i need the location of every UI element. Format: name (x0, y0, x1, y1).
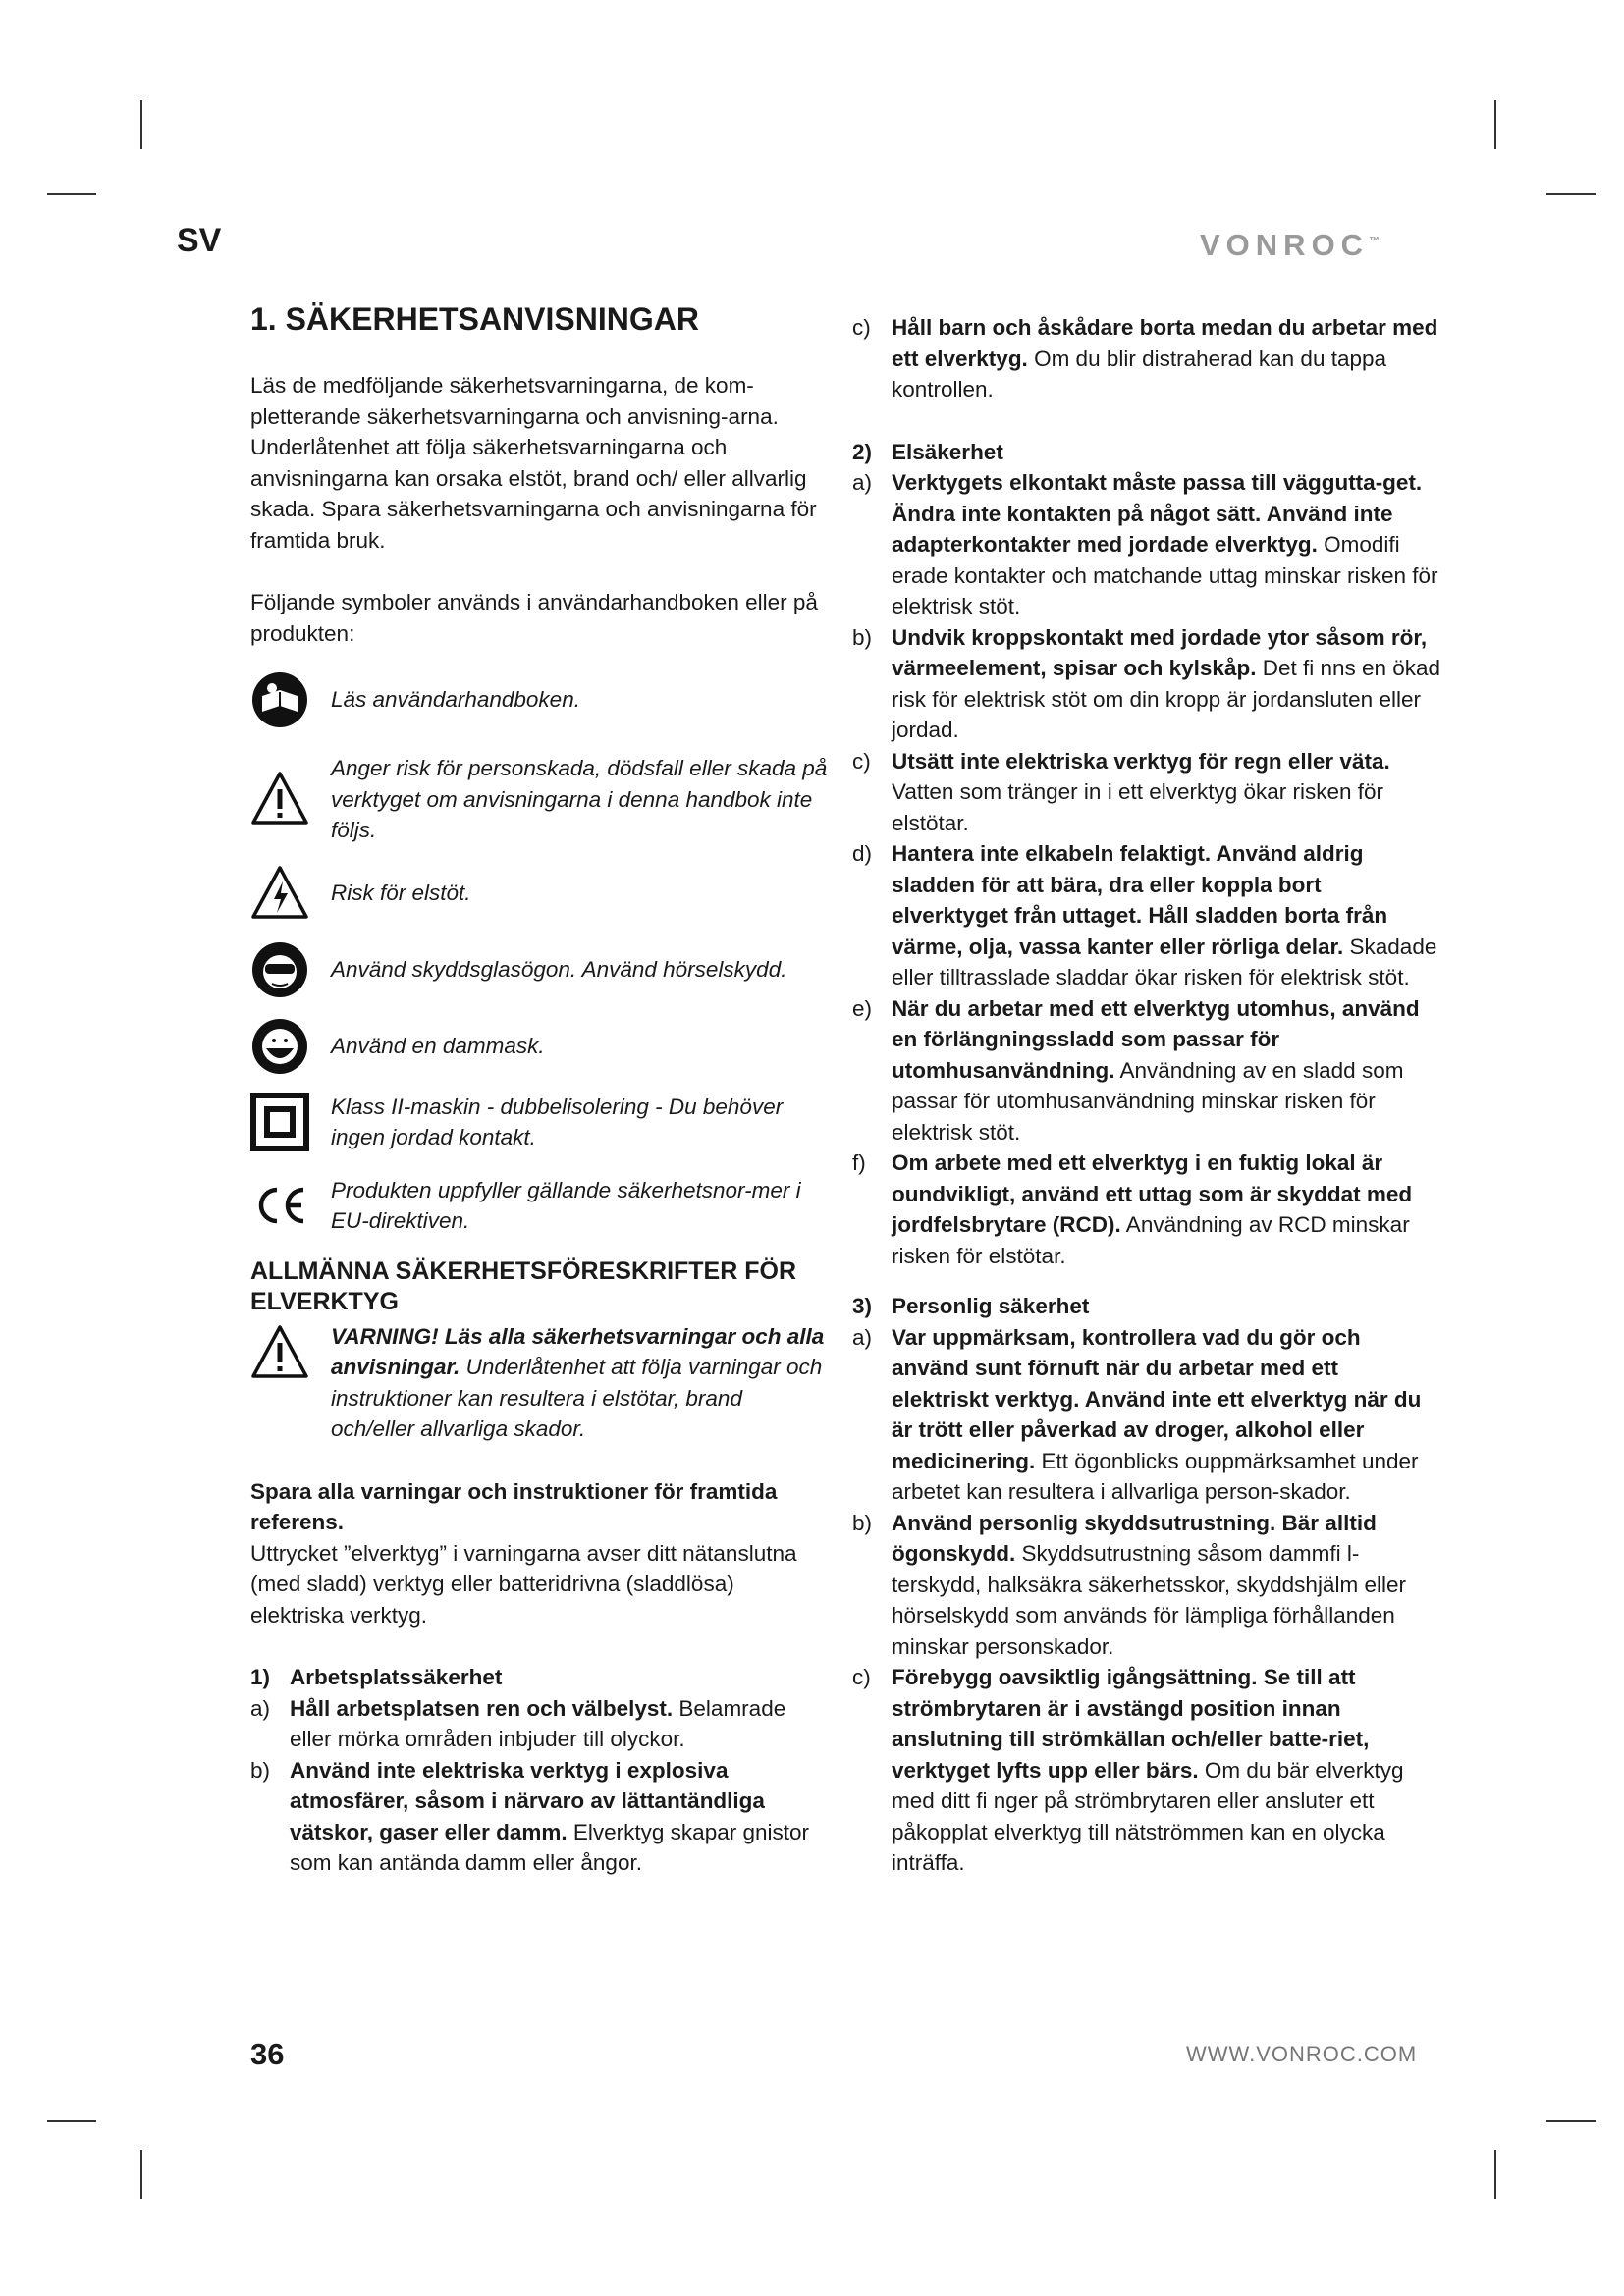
ce-mark-icon (250, 1176, 309, 1235)
list-item: a) Var uppmärksam, kontrollera vad du gör och använd sunt förnuft när du arbetar med ett elektriskt verktyg. Använd inte ett elverktyg när du är trött eller påverkad av droger, alkohol eller medicinering. Ett ögonblicks ouppmärksamhet under arbetet kan resultera i allvarliga person-skador. (852, 1324, 1422, 1504)
list-item: d) Hantera inte elkabeln felaktigt. Använd aldrig sladden för att bära, dra eller koppla bort elverktyget från uttaget. Håll sladden borta från värme, olja, vassa kanter eller rörliga delar. Skadade eller tilltrasslade sladdar ökar risken för elektrisk stöt. (852, 841, 1437, 989)
symbol-text: Risk för elstöt. (331, 880, 471, 905)
save-note-bold: Spara alla varningar och instruktioner för framtida referens. (250, 1478, 778, 1534)
symbol-text: Använd skyddsglasögon. Använd hörselskydd. (331, 956, 787, 982)
warning-bold: VARNING! Läs alla säkerhetsvarningar och alla anvisningar. (331, 1323, 825, 1379)
crop-mark (140, 100, 142, 149)
symbol-text: Klass II-maskin - dubbelisolering - Du behöver ingen jordad kontakt. (331, 1094, 784, 1149)
goggles-earmuffs-icon (250, 940, 309, 999)
dust-mask-icon (250, 1017, 309, 1076)
general-safety-heading: ALLMÄNNA SÄKERHETSFÖRESKRIFTER FÖR ELVERKTYG (250, 1256, 797, 1315)
symbol-row (250, 753, 830, 846)
list-item: f) Om arbete med ett elverktyg i en fuktig lokal är oundvikligt, använd ett uttag som är skyddat med jordfelsbrytare (RCD). Användning av RCD minskar risken för elstötar. (852, 1150, 1413, 1268)
left-column (250, 299, 830, 1879)
crop-mark (140, 2150, 142, 2199)
symbol-text: Läs användarhandboken. (331, 687, 580, 713)
symbol-row (250, 864, 830, 923)
list-item: c) Förebygg oavsiktlig igångsättning. Se till att strömbrytaren är i avstängd position innan anslutning till strömkällan och/eller batte-riet, verktyget lyfts upp eller bärs. Om du bär elverktyg med ditt fi nger på strömbrytaren eller ansluter ett påkopplat elverktyg till nätströmmen kan en olycka inträffa. (852, 1665, 1404, 1875)
class-ii-icon (250, 1093, 309, 1151)
symbol-row (250, 1017, 830, 1076)
crop-mark (1494, 2150, 1496, 2199)
symbol-row (250, 670, 830, 729)
page-title: 1. SÄKERHETSANVISNINGAR (250, 301, 699, 337)
section-heading: 3) Personlig säkerhet (852, 1294, 1090, 1318)
electric-shock-icon (250, 864, 309, 923)
section-heading: 1) Arbetsplatssäkerhet (250, 1665, 503, 1689)
crop-mark (1494, 100, 1496, 149)
symbol-text: Använd en dammask. (331, 1033, 545, 1058)
crop-mark (1546, 193, 1596, 195)
symbol-text: Produkten uppfyller gällande säkerhetsnor-mer i EU-direktiven. (331, 1177, 801, 1233)
symbol-row (250, 940, 830, 999)
section-heading: 2) Elsäkerhet (852, 439, 1003, 464)
crop-mark (47, 2120, 96, 2122)
save-note-text: Uttrycket ”elverktyg” i varningarna avser ditt nätanslutna (med sladd) verktyg eller batteridrivna (sladdlösa) elektriska verktyg. (250, 1540, 797, 1628)
warning-triangle-icon (250, 1323, 309, 1382)
language-code: SV (177, 222, 222, 259)
list-item: a) Håll arbetsplatsen ren och välbelyst. Belamrade eller mörka områden inbjuder till olyckor. (250, 1695, 786, 1751)
warning-block (250, 1321, 830, 1445)
page-number: 36 (250, 2037, 285, 2071)
warning-triangle-icon (250, 770, 309, 828)
symbol-row (250, 1175, 830, 1237)
warning-text: Underlåtenhet att följa varningar och instruktioner kan resultera i elstötar, brand och/eller allvarliga skador. (331, 1355, 823, 1441)
list-item: a) Verktygets elkontakt måste passa till väggutta-get. Ändra inte kontakten på något sätt. Använd inte adapterkontakter med jordade elverktyg. Omodifi erade kontakter och matchande uttag minskar risken för elektrisk stöt. (852, 470, 1438, 618)
list-item: b) Undvik kroppskontakt med jordade ytor såsom rör, värmeelement, spisar och kylskåp. Det fi nns en ökad risk för elektrisk stöt om din kropp är jordansluten eller jordad. (852, 624, 1441, 742)
symbol-text: Anger risk för personskada, dödsfall eller skada på verktyget om anvisningarna i denna handbok inte följs. (331, 756, 828, 842)
website-url[interactable]: WWW.VONROC.COM (1186, 2042, 1418, 2066)
list-item: c) Håll barn och åskådare borta medan du arbetar med ett elverktyg. Om du blir distraherad kan du tappa kontrollen. (852, 315, 1438, 401)
intro-paragraph: Läs de medföljande säkerhetsvarningarna, de kom-pletterande säkerhetsvarningarna och anvisning-arna. Underlåtenhet att följa säkerhetsvarningarna och anvisningarna kan orsaka elstöt, brand och/ eller allvarlig skada. Spara säkerhetsvarningarna och anvisningarna för framtida bruk. (250, 373, 817, 553)
right-column (852, 312, 1441, 1879)
brand-logo: VONROC™ (1200, 228, 1380, 262)
list-item: c) Utsätt inte elektriska verktyg för regn eller väta. Vatten som tränger in i ett elverktyg ökar risken för elstötar. (852, 748, 1390, 835)
crop-mark (47, 193, 96, 195)
symbols-intro: Följande symboler används i användarhandboken eller på produkten: (250, 590, 818, 646)
crop-mark (1546, 2120, 1596, 2122)
list-item: e) När du arbetar med ett elverktyg utomhus, använd en förlängningssladd som passar för utomhusanvändning. Användning av en sladd som passar för utomhusanvändning minskar risken för elektrisk stöt. (852, 995, 1420, 1145)
read-manual-icon (250, 670, 309, 729)
list-item: b) Använd personlig skyddsutrustning. Bär alltid ögonskydd. Skyddsutrustning såsom dammfi l-terskydd, halksäkra säkerhetsskor, skyddshjälm eller hörselskydd som används för lämpliga förhållanden minskar personskador. (852, 1510, 1406, 1659)
list-item: b) Använd inte elektriska verktyg i explosiva atmosfärer, såsom i närvaro av lättantändliga vätskor, gaser eller damm. Elverktyg skapar gnistor som kan antända damm eller ångor. (250, 1757, 810, 1875)
symbol-row (250, 1092, 830, 1153)
